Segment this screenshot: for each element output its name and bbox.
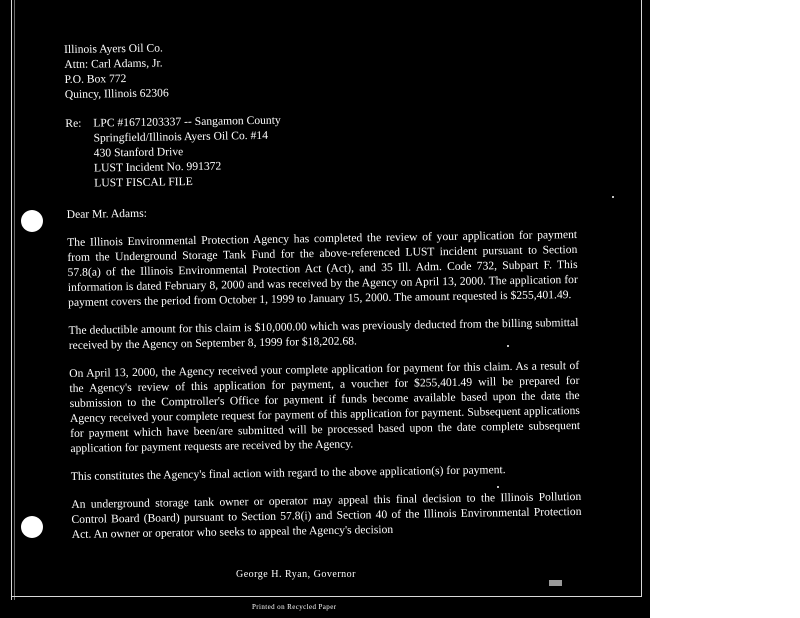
address-line: P.O. Box 772 bbox=[64, 72, 127, 86]
reference-block bbox=[65, 108, 576, 191]
body-paragraph: An underground storage tank owner or operator may appeal this final decision to the Illinois Pollution Control Board (Board) pursuant to Section 57.8(i) and Section 40 of the Illinois Environmental Protection Act. An owner or operator who seeks to appeal the Agency's decision bbox=[71, 489, 582, 541]
body-paragraph: This constitutes the Agency's final action with regard to the above application(s) for payment. bbox=[70, 463, 506, 483]
body-paragraph: The Illinois Environmental Protection Agency has completed the review of your application for payment from the Underground Storage Tank Fund for the above-referenced LUST incident pursuant to Section 57.8(a) of the Illinois Environmental Protection Act (Act), and 35 Ill. Adm. Code 732, Subpart F. This information is dated February 8, 2000 and was received by the Agency on April 13, 2000. The application for payment covers the period from October 1, 1999 to January 15, 2000. The amount requested is $255,401.49. bbox=[67, 227, 578, 309]
right-edge-line bbox=[641, 0, 642, 596]
scan-speck bbox=[612, 196, 614, 198]
address-line: Illinois Ayers Oil Co. bbox=[64, 41, 163, 56]
address-line: Attn: Carl Adams, Jr. bbox=[64, 56, 163, 71]
body-paragraph: The deductible amount for this claim is $10,000.00 which was previously deducted from the billing submittal received by the Agency on September 8, 1999 for $18,202.68. bbox=[68, 315, 579, 352]
reference-line: LPC #1671203337 -- Sangamon County bbox=[93, 113, 281, 130]
letter-body bbox=[64, 34, 582, 542]
reference-line: 430 Stanford Drive bbox=[93, 145, 184, 160]
left-edge-line bbox=[11, 0, 12, 600]
recipient-address bbox=[64, 34, 575, 102]
body-paragraph: On April 13, 2000, the Agency received your complete application for payment for this claim. As a result of the Agency's review of this application for payment, a voucher for $255,401.49 will be prepared for submission to the Comptroller's Office for payment if funds become available based upon the date the Agency received your complete request for payment of this application for payment. Subsequent applications for payment which have been/are submitted will be processed based upon the date complete subsequent application for payment requests are received by the Agency. bbox=[69, 358, 581, 455]
reference-line: LUST FISCAL FILE bbox=[94, 174, 193, 190]
punch-hole bbox=[21, 210, 43, 232]
bottom-edge-line bbox=[11, 596, 642, 597]
punch-hole bbox=[21, 516, 43, 538]
reference-label: Re: bbox=[65, 116, 82, 130]
footer-recycled-note: Printed on Recycled Paper bbox=[252, 603, 337, 611]
reference-line: LUST Incident No. 991372 bbox=[93, 159, 222, 175]
left-edge-line-2 bbox=[14, 0, 15, 600]
address-line: Quincy, Illinois 62306 bbox=[64, 86, 169, 101]
scan-stamp-mark bbox=[549, 580, 562, 586]
footer-governor: George H. Ryan, Governor bbox=[236, 569, 356, 580]
reference-line: Springfield/Illinois Ayers Oil Co. #14 bbox=[93, 128, 269, 145]
salutation: Dear Mr. Adams: bbox=[66, 206, 147, 221]
reference-lines bbox=[93, 113, 282, 191]
